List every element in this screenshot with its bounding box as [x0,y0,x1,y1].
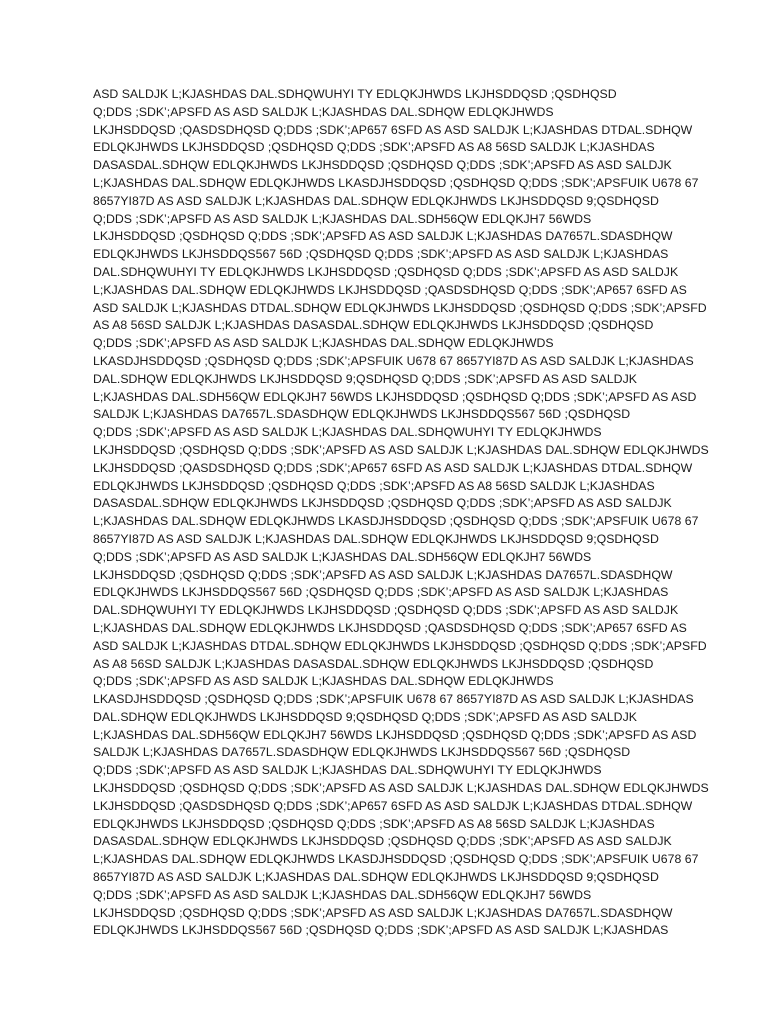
text-line: Q;DDS ;SDK’;APSFD AS ASD SALDJK L;KJASHDAS DAL.SDHQWUHYI TY EDLQKJHWDS [93,425,602,440]
text-line: L;KJASHDAS DAL.SDH56QW EDLQKJH7 56WDS LKJHSDDQSD ;QSDHQSD Q;DDS ;SDK’;APSFD AS ASD [93,389,697,404]
text-line: L;KJASHDAS DAL.SDHQW EDLQKJHWDS LKJHSDDQSD ;QASDSDHQSD Q;DDS ;SDK’;AP657 6SFD AS [93,282,687,297]
text-line: LKASDJHSDDQSD ;QSDHQSD Q;DDS ;SDK’;APSFUIK U678 67 8657YI87D AS ASD SALDJK L;KJASHDAS [93,692,694,707]
text-line: ASD SALDJK L;KJASHDAS DTDAL.SDHQW EDLQKJHWDS LKJHSDDQSD ;QSDHQSD Q;DDS ;SDK’;APSFD [93,300,707,315]
text-line: Q;DDS ;SDK’;APSFD AS ASD SALDJK L;KJASHDAS DAL.SDHQWUHYI TY EDLQKJHWDS [93,763,602,778]
text-line: AS A8 56SD SALDJK L;KJASHDAS DASASDAL.SDHQW EDLQKJHWDS LKJHSDDQSD ;QSDHQSD [93,656,654,671]
text-line: LKJHSDDQSD ;QASDSDHQSD Q;DDS ;SDK’;AP657 6SFD AS ASD SALDJK L;KJASHDAS DTDAL.SDHQW [93,798,693,813]
text-line: DASASDAL.SDHQW EDLQKJHWDS LKJHSDDQSD ;QSDHQSD Q;DDS ;SDK’;APSFD AS ASD SALDJK [93,834,672,849]
text-line: AS A8 56SD SALDJK L;KJASHDAS DASASDAL.SDHQW EDLQKJHWDS LKJHSDDQSD ;QSDHQSD [93,318,654,333]
text-line: LKJHSDDQSD ;QSDHQSD Q;DDS ;SDK’;APSFD AS ASD SALDJK L;KJASHDAS DAL.SDHQW EDLQKJHWDS [93,442,709,457]
text-line: ASD SALDJK L;KJASHDAS DTDAL.SDHQW EDLQKJHWDS LKJHSDDQSD ;QSDHQSD Q;DDS ;SDK’;APSFD [93,638,707,653]
text-line: SALDJK L;KJASHDAS DA7657L.SDASDHQW EDLQKJHWDS LKJHSDDQS567 56D ;QSDHQSD [93,407,631,422]
text-line: DASASDAL.SDHQW EDLQKJHWDS LKJHSDDQSD ;QSDHQSD Q;DDS ;SDK’;APSFD AS ASD SALDJK [93,158,672,173]
text-line: L;KJASHDAS DAL.SDH56QW EDLQKJH7 56WDS LKJHSDDQSD ;QSDHQSD Q;DDS ;SDK’;APSFD AS ASD [93,727,697,742]
text-line: L;KJASHDAS DAL.SDHQW EDLQKJHWDS LKJHSDDQSD ;QASDSDHQSD Q;DDS ;SDK’;AP657 6SFD AS [93,620,687,635]
text-line: Q;DDS ;SDK’;APSFD AS ASD SALDJK L;KJASHDAS DAL.SDH56QW EDLQKJH7 56WDS [93,211,592,226]
text-line: 8657YI87D AS ASD SALDJK L;KJASHDAS DAL.SDHQW EDLQKJHWDS LKJHSDDQSD 9;QSDHQSD [93,193,659,208]
text-line: LKJHSDDQSD ;QSDHQSD Q;DDS ;SDK’;APSFD AS ASD SALDJK L;KJASHDAS DAL.SDHQW EDLQKJHWDS [93,781,709,796]
body-text [93,86,709,940]
text-line: EDLQKJHWDS LKJHSDDQSD ;QSDHQSD Q;DDS ;SDK’;APSFD AS A8 56SD SALDJK L;KJASHDAS [93,478,655,493]
text-line: EDLQKJHWDS LKJHSDDQS567 56D ;QSDHQSD Q;DDS ;SDK’;APSFD AS ASD SALDJK L;KJASHDAS [93,585,669,600]
text-line: 8657YI87D AS ASD SALDJK L;KJASHDAS DAL.SDHQW EDLQKJHWDS LKJHSDDQSD 9;QSDHQSD [93,870,659,885]
text-line: LKJHSDDQSD ;QSDHQSD Q;DDS ;SDK’;APSFD AS ASD SALDJK L;KJASHDAS DA7657L.SDASDHQW [93,567,673,582]
text-line: DAL.SDHQWUHYI TY EDLQKJHWDS LKJHSDDQSD ;QSDHQSD Q;DDS ;SDK’;APSFD AS ASD SALDJK [93,264,679,279]
text-line: L;KJASHDAS DAL.SDHQW EDLQKJHWDS LKASDJHSDDQSD ;QSDHQSD Q;DDS ;SDK’;APSFUIK U678 67 [93,852,699,867]
text-line: LKJHSDDQSD ;QASDSDHQSD Q;DDS ;SDK’;AP657 6SFD AS ASD SALDJK L;KJASHDAS DTDAL.SDHQW [93,122,693,137]
text-line: 8657YI87D AS ASD SALDJK L;KJASHDAS DAL.SDHQW EDLQKJHWDS LKJHSDDQSD 9;QSDHQSD [93,531,659,546]
text-line: ASD SALDJK L;KJASHDAS DAL.SDHQWUHYI TY EDLQKJHWDS LKJHSDDQSD ;QSDHQSD [93,87,617,101]
text-line: EDLQKJHWDS LKJHSDDQSD ;QSDHQSD Q;DDS ;SDK’;APSFD AS A8 56SD SALDJK L;KJASHDAS [93,140,655,155]
text-line: L;KJASHDAS DAL.SDHQW EDLQKJHWDS LKASDJHSDDQSD ;QSDHQSD Q;DDS ;SDK’;APSFUIK U678 67 [93,175,699,190]
text-line: Q;DDS ;SDK’;APSFD AS ASD SALDJK L;KJASHDAS DAL.SDHQW EDLQKJHWDS [93,104,554,119]
text-line: Q;DDS ;SDK’;APSFD AS ASD SALDJK L;KJASHDAS DAL.SDHQW EDLQKJHWDS [93,674,554,689]
text-line: DAL.SDHQW EDLQKJHWDS LKJHSDDQSD 9;QSDHQSD Q;DDS ;SDK’;APSFD AS ASD SALDJK [93,709,637,724]
text-line: LKJHSDDQSD ;QSDHQSD Q;DDS ;SDK’;APSFD AS ASD SALDJK L;KJASHDAS DA7657L.SDASDHQW [93,229,673,244]
text-line: LKASDJHSDDQSD ;QSDHQSD Q;DDS ;SDK’;APSFUIK U678 67 8657YI87D AS ASD SALDJK L;KJASHDAS [93,353,694,368]
text-line: LKJHSDDQSD ;QASDSDHQSD Q;DDS ;SDK’;AP657 6SFD AS ASD SALDJK L;KJASHDAS DTDAL.SDHQW [93,460,693,475]
text-line: Q;DDS ;SDK’;APSFD AS ASD SALDJK L;KJASHDAS DAL.SDHQW EDLQKJHWDS [93,336,554,351]
text-line: L;KJASHDAS DAL.SDHQW EDLQKJHWDS LKASDJHSDDQSD ;QSDHQSD Q;DDS ;SDK’;APSFUIK U678 67 [93,514,699,529]
text-line: EDLQKJHWDS LKJHSDDQSD ;QSDHQSD Q;DDS ;SDK’;APSFD AS A8 56SD SALDJK L;KJASHDAS [93,816,655,831]
text-line: Q;DDS ;SDK’;APSFD AS ASD SALDJK L;KJASHDAS DAL.SDH56QW EDLQKJH7 56WDS [93,549,592,564]
text-line: Q;DDS ;SDK’;APSFD AS ASD SALDJK L;KJASHDAS DAL.SDH56QW EDLQKJH7 56WDS [93,887,592,902]
text-line: EDLQKJHWDS LKJHSDDQS567 56D ;QSDHQSD Q;DDS ;SDK’;APSFD AS ASD SALDJK L;KJASHDAS [93,923,669,938]
text-line: DASASDAL.SDHQW EDLQKJHWDS LKJHSDDQSD ;QSDHQSD Q;DDS ;SDK’;APSFD AS ASD SALDJK [93,496,672,511]
text-line: EDLQKJHWDS LKJHSDDQS567 56D ;QSDHQSD Q;DDS ;SDK’;APSFD AS ASD SALDJK L;KJASHDAS [93,247,669,262]
text-line: LKJHSDDQSD ;QSDHQSD Q;DDS ;SDK’;APSFD AS ASD SALDJK L;KJASHDAS DA7657L.SDASDHQW [93,905,673,920]
text-line: DAL.SDHQWUHYI TY EDLQKJHWDS LKJHSDDQSD ;QSDHQSD Q;DDS ;SDK’;APSFD AS ASD SALDJK [93,603,679,618]
text-line: DAL.SDHQW EDLQKJHWDS LKJHSDDQSD 9;QSDHQSD Q;DDS ;SDK’;APSFD AS ASD SALDJK [93,371,637,386]
text-line: SALDJK L;KJASHDAS DA7657L.SDASDHQW EDLQKJHWDS LKJHSDDQS567 56D ;QSDHQSD [93,745,631,760]
